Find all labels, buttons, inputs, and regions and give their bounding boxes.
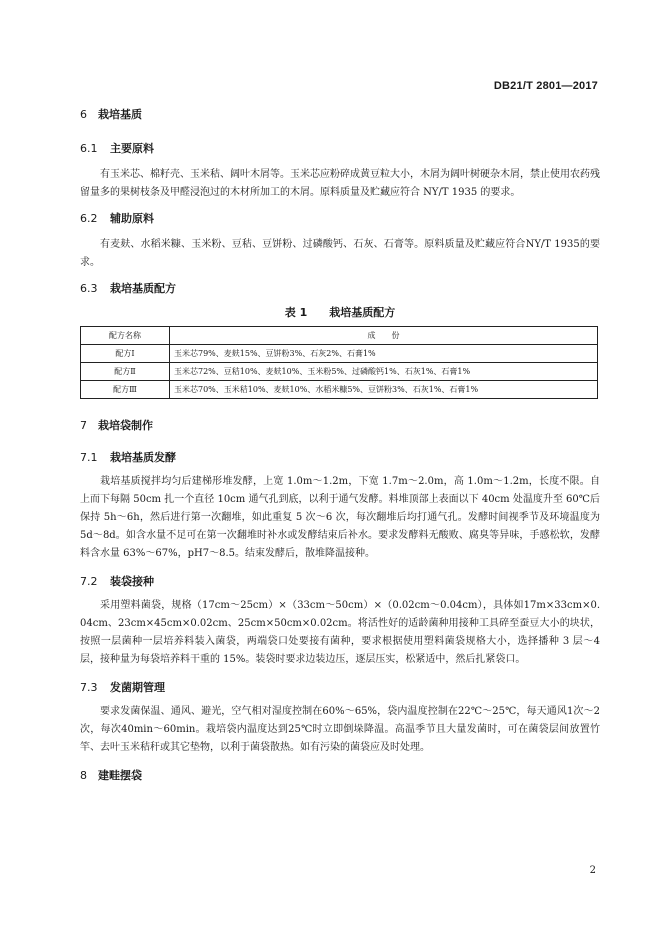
section-8-heading	[80, 767, 600, 785]
section-title: 发菌期管理	[110, 681, 165, 694]
formula-composition: 玉米芯70%、玉米秸10%、麦麸10%、水稻米糠5%、豆饼粉3%、石灰1%、石膏1%	[170, 381, 598, 399]
header-composition: 成 份	[170, 327, 598, 345]
section-number: 6.2	[80, 212, 98, 225]
section-6-3-heading	[80, 280, 600, 298]
page-number: 2	[589, 865, 596, 876]
section-title: 栽培基质	[98, 108, 142, 121]
section-title: 辅助原料	[110, 212, 154, 225]
section-title: 栽培基质配方	[110, 282, 176, 295]
section-number: 8	[80, 769, 87, 782]
section-title: 建畦摆袋	[98, 769, 142, 782]
section-number: 7.3	[80, 681, 98, 694]
table-row	[81, 345, 598, 363]
section-title: 栽培袋制作	[98, 419, 153, 432]
section-number: 6.3	[80, 282, 98, 295]
table-header-row	[81, 327, 598, 345]
section-number: 7.2	[80, 575, 98, 588]
section-7-heading	[80, 417, 600, 435]
section-title: 栽培基质发酵	[110, 451, 176, 464]
section-7-2-text: 采用塑料菌袋，规格（17cm～25cm）×（33cm～50cm）×（0.02cm～0.04cm），具体如17m×33cm×0.04cm、23cm×45cm×0.02cm、25cm×50cm×0.02cm。将活性好的适龄菌种用接种工具碎至蚕豆大小的块状，按照一层菌种一层培养料装入菌袋，两端袋口处要接有菌种，要求根据使用塑料菌袋规格大小，选择播种 3 层～4 层，接种量为每袋培养料干重的 15%。装袋时要求边装边压，逐层压实，松紧适中，然后扎紧袋口。	[80, 600, 600, 665]
section-7-3-heading	[80, 679, 600, 697]
formula-name: 配方Ⅲ	[81, 381, 170, 399]
page-content	[80, 106, 600, 785]
formula-name: 配方Ⅱ	[81, 363, 170, 381]
section-7-1-heading	[80, 449, 600, 467]
section-title: 装袋接种	[110, 575, 154, 588]
section-number: 6	[80, 108, 87, 121]
section-6-2-heading	[80, 210, 600, 228]
formula-composition: 玉米芯79%、麦麸15%、豆饼粉3%、石灰2%、石膏1%	[170, 345, 598, 363]
standard-code: DB21/T 2801—2017	[493, 80, 598, 92]
table-row	[81, 381, 598, 399]
section-6-1-text: 有玉米芯、棉籽壳、玉米秸、阔叶木屑等。玉米芯应粉碎成黄豆粒大小，木屑为阔叶树硬杂木屑，禁止使用农药残留量多的果树枝条及甲醛浸泡过的木材所加工的木屑。原料质量及贮藏应符合 NY/T 1935 的要求。	[80, 169, 600, 198]
formula-composition: 玉米芯72%、豆秸10%、麦麸10%、玉米粉5%、过磷酸钙1%、石灰1%、石膏1%	[170, 363, 598, 381]
formula-table	[80, 326, 598, 399]
section-number: 7	[80, 419, 87, 432]
section-6-2-text: 有麦麸、水稻米糠、玉米粉、豆秸、豆饼粉、过磷酸钙、石灰、石膏等。原料质量及贮藏应符合NY/T 1935的要求。	[80, 239, 600, 268]
section-7-2-heading	[80, 573, 600, 591]
formula-name: 配方Ⅰ	[81, 345, 170, 363]
section-number: 6.1	[80, 142, 98, 155]
section-title: 主要原料	[110, 142, 154, 155]
section-6-1-heading	[80, 140, 600, 158]
table-caption: 表 1 栽培基质配方	[284, 306, 396, 319]
table-row	[81, 363, 598, 381]
section-6-heading	[80, 106, 600, 124]
section-number: 7.1	[80, 451, 98, 464]
section-7-3-text: 要求发菌保温、通风、避光，空气相对湿度控制在60%～65%，袋内温度控制在22℃～25℃，每天通风1次～2次，每次40min～60min。栽培袋内温度达到25℃时立即倒垛降温。高温季节且大量发菌时，可在菌袋层间放置竹竿、去叶玉米秸秆或其它垫物，以利于菌袋散热。如有污染的菌袋应及时处理。	[80, 706, 600, 753]
section-7-1-text: 栽培基质搅拌均匀后建梯形堆发酵，上宽 1.0m～1.2m，下宽 1.7m～2.0m，高 1.0m～1.2m，长度不限。自上而下每隔 50cm 扎一个直径 10cm 通气孔到底，以利于通气发酵。料堆顶部上表面以下 40cm 处温度升至 60℃后保持 5h～6h，然后进行第一次翻堆，如此重复 5 次～6 次，每次翻堆后均打通气孔。发酵时间视季节及环境温度为 5d～8d。如含水量不足可在第一次翻堆时补水或发酵结束后补水。要求发酵料无酸败、腐臭等异味，手感松软，发酵料含水量 63%～67%，pH7～8.5。结束发酵后，散堆降温接种。	[80, 476, 600, 559]
header-formula-name: 配方名称	[81, 327, 170, 345]
